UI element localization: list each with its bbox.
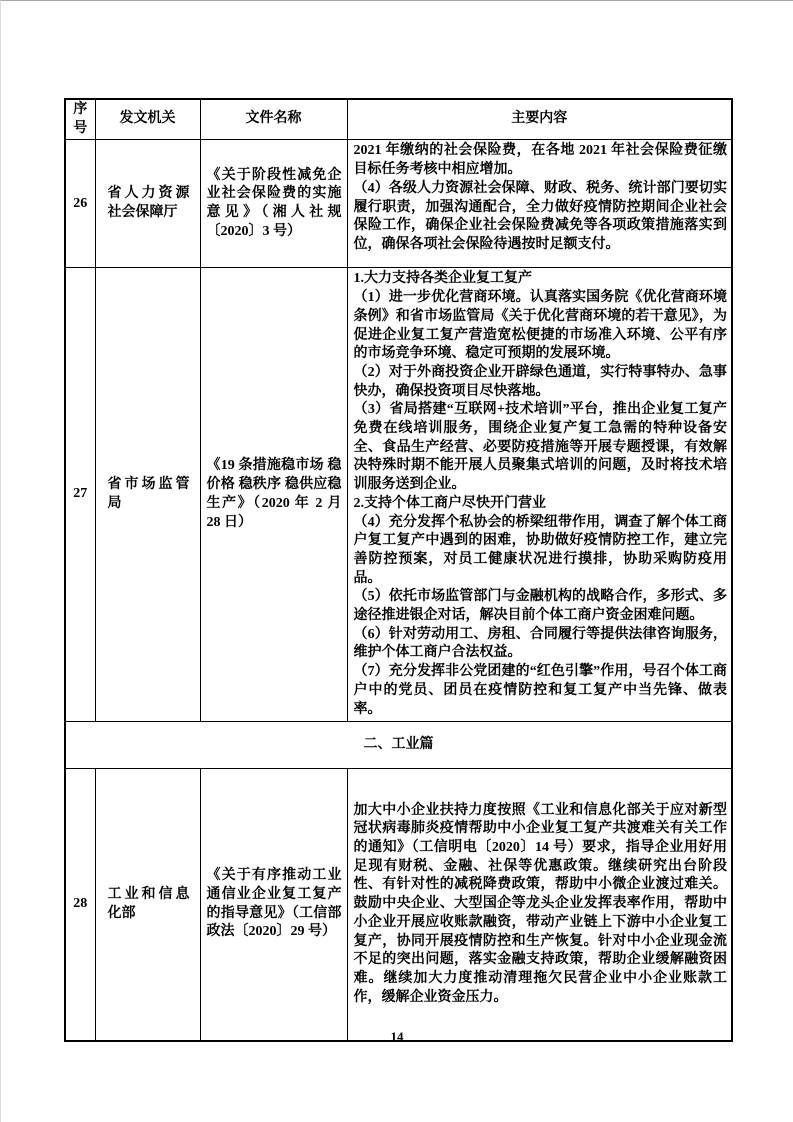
content-paragraph: 2.支持个体工商户尽快开门营业 xyxy=(353,495,546,511)
content-paragraph: （4）各级人力资源社会保障、财政、税务、统计部门要切实履行职责，加强沟通配合，全力做好疫情防控期间企业社会保险工作，确保企业社会保险费减免等各项政策措施落实到位，确保各项社会保险待遇按时足额支付。 xyxy=(353,180,727,252)
row-26-main-content xyxy=(347,140,732,268)
content-paragraph: （1）进一步优化营商环境。认真落实国务院《优化营商环境条例》和省市场监管局《关于优化营商环境的若干意见》，为促进企业复工复产营造宽松便捷的市场准入环境、公平有序的市场竞争环境、稳定可预期的发展环境。 xyxy=(353,290,727,362)
row-28-agency: 工业和信息化部 xyxy=(95,769,200,1041)
row-28-serial-no: 28 xyxy=(65,769,95,1041)
row-27-agency: 省市场监管局 xyxy=(95,268,200,722)
row-26-serial-no: 26 xyxy=(65,140,95,268)
table-header-row xyxy=(65,99,732,140)
content-paragraph: 1.大力支持各类企业复工复产 xyxy=(353,271,532,287)
content-paragraph: （6）针对劳动用工、房租、合同履行等提供法律咨询服务，维护个体工商户合法权益。 xyxy=(353,626,727,661)
table-row-26 xyxy=(65,140,732,268)
content-paragraph: （7）充分发挥非公党团建的“红色引擎”作用，号召个体工商户中的党员、团员在疫情防控和复工复产中当先锋、做表率。 xyxy=(353,664,727,717)
row-26-document-name: 《关于阶段性减免企业社会保险费的实施意见》（湘人社规〔2020〕3 号） xyxy=(200,140,347,268)
row-27-serial-no: 27 xyxy=(65,268,95,722)
content-paragraph: （5）依托市场监管部门与金融机构的战略合作，多形式、多途径推进银企对话，解决目前个体工商户资金困难问题。 xyxy=(353,589,727,624)
row-28-main-content xyxy=(347,769,732,1041)
col-header-issuing-agency: 发文机关 xyxy=(95,99,200,140)
table-row-28 xyxy=(65,769,732,1041)
content-paragraph: （4）充分发挥个私协会的桥梁纽带作用，调查了解个体工商户复工复产中遇到的困难，协助做好疫情防控工作，建立完善防控预案，对员工健康状况进行摸排，协助采购防疫用品。 xyxy=(353,514,727,586)
section-header-row xyxy=(65,722,732,769)
row-27-document-name: 《19 条措施稳市场 稳价格 稳秩序 稳供应稳生产》（2020 年 2 月 28 日） xyxy=(200,268,347,722)
policy-table xyxy=(64,98,733,1042)
row-26-agency: 省人力资源社会保障厅 xyxy=(95,140,200,268)
row-28-document-name: 《关于有序推动工业通信业企业复工复产的指导意见》（工信部政法〔2020〕29 号） xyxy=(200,769,347,1041)
content-paragraph: 加大中小企业扶持力度按照《工业和信息化部关于应对新型冠状病毒肺炎疫情帮助中小企业复工复产共渡难关有关工作的通知》（工信明电〔2020〕14 号）要求，指导企业用好用足现有财税、金融、社保等优惠政策。继续研究出台阶段性、有针对性的减税降费政策，帮助中小微企业渡过难关。鼓励中央企业、大型国企等龙头企业发挥表率作用，帮助中小企业开展应收账款融资，带动产业链上下游中小企业复工复产，协同开展疫情防控和生产恢复。针对中小企业现金流不足的突出问题，落实金融支持政策，帮助企业缓解融资困难。继续加大力度推动清理拖欠民营企业中小企业账款工作，缓解企业资金压力。 xyxy=(353,802,727,1005)
content-paragraph: （2）对于外商投资企业开辟绿色通道，实行特事特办、急事快办，确保投资项目尽快落地。 xyxy=(353,364,727,399)
row-27-main-content xyxy=(347,268,732,722)
content-paragraph: （3）省局搭建“互联网+技术培训”平台，推出企业复工复产免费在线培训服务，围绕企业复产复工急需的特种设备安全、食品生产经营、必要防疫措施等开展专题授课，有效解决特殊时期不能开展人员聚集式培训的问题，及时将技术培训服务送到企业。 xyxy=(353,402,727,493)
col-header-serial-no: 序号 xyxy=(65,99,95,140)
table-row-27 xyxy=(65,268,732,722)
section-header-industry: 二、工业篇 xyxy=(65,722,732,769)
page-number: 14 xyxy=(390,1029,404,1044)
col-header-document-name: 文件名称 xyxy=(200,99,347,140)
content-paragraph: 2021 年缴纳的社会保险费，在各地 2021 年社会保险费征缴目标任务考核中相应增加。 xyxy=(353,143,727,178)
col-header-main-content: 主要内容 xyxy=(347,99,732,140)
